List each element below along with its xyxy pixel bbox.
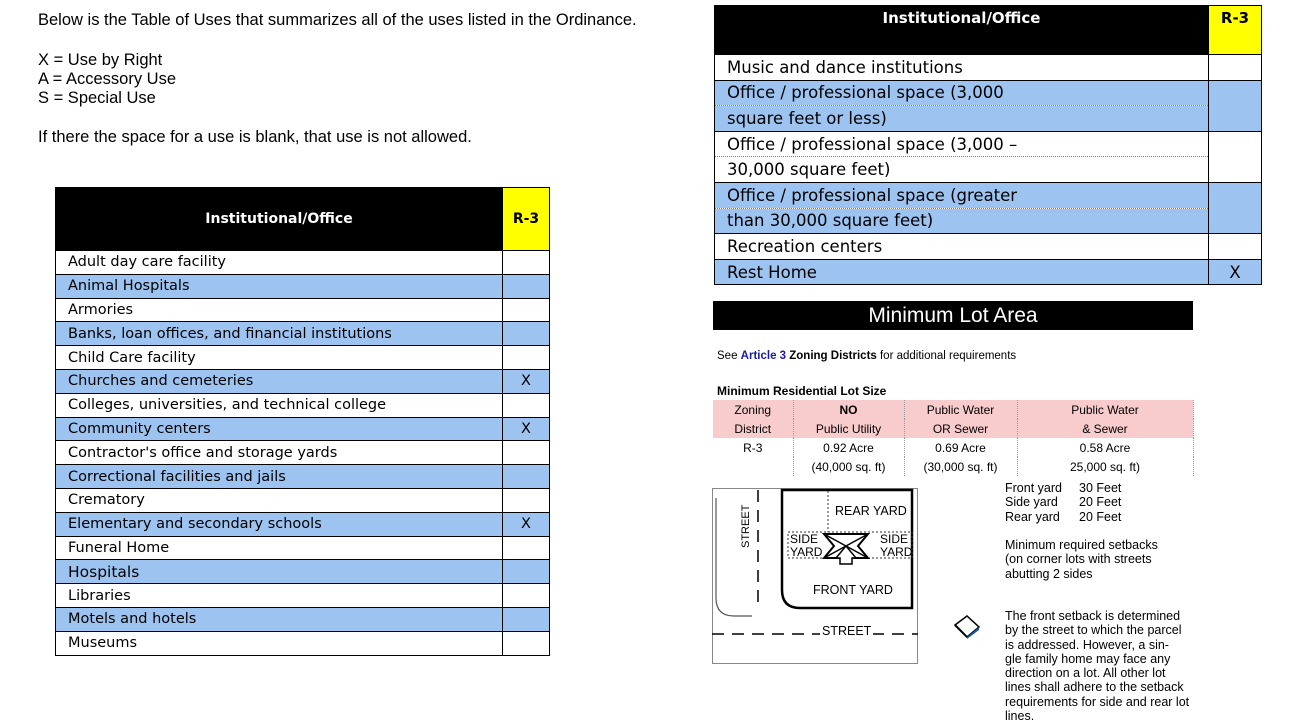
blank-note: If there the space for a use is blank, that use is not allowed. bbox=[38, 128, 472, 146]
front-yard-label: FRONT YARD bbox=[813, 583, 893, 597]
lot-value: 0.69 Acre bbox=[904, 438, 1017, 457]
use-mark bbox=[1209, 55, 1262, 81]
table-row bbox=[56, 536, 550, 560]
lot-value bbox=[713, 457, 793, 476]
side-yard-text: SIDE bbox=[880, 532, 909, 546]
table-row bbox=[56, 512, 550, 536]
use-mark: X bbox=[503, 512, 550, 536]
use-mark bbox=[503, 274, 550, 298]
table-row bbox=[56, 584, 550, 608]
side-yard-text: SIDE bbox=[790, 532, 819, 546]
uses-table-right bbox=[714, 5, 1262, 285]
use-name: Animal Hospitals bbox=[56, 274, 503, 298]
use-mark bbox=[503, 322, 550, 346]
see-prefix: See bbox=[717, 350, 741, 362]
table-row bbox=[56, 560, 550, 584]
corner-lot-note bbox=[1005, 538, 1158, 581]
lot-value: 0.92 Acre bbox=[793, 438, 904, 457]
corner-note-line: (on corner lots with streets bbox=[1005, 552, 1152, 567]
table-row bbox=[56, 488, 550, 512]
front-setback-note bbox=[1005, 609, 1189, 723]
lot-header: OR Sewer bbox=[904, 419, 1017, 438]
district-header: R-3 bbox=[1209, 6, 1262, 55]
front-note-line: direction on a lot. All other lot bbox=[1005, 666, 1166, 681]
front-note-line: The front setback is determined bbox=[1005, 609, 1181, 623]
table-row bbox=[715, 80, 1262, 106]
use-name: Adult day care facility bbox=[56, 251, 503, 275]
corner-note-line: abutting 2 sides bbox=[1005, 566, 1093, 581]
use-mark bbox=[503, 560, 550, 584]
see-suffix: for additional requirements bbox=[876, 350, 1017, 362]
use-name: Office / professional space (3,000 – bbox=[715, 131, 1209, 157]
article-link[interactable]: Article 3 bbox=[740, 350, 787, 362]
use-mark bbox=[503, 488, 550, 512]
side-yard-setback-value: 20 Feet bbox=[1079, 495, 1122, 510]
use-mark bbox=[1209, 131, 1262, 182]
table-row bbox=[56, 298, 550, 322]
table-row bbox=[56, 251, 550, 275]
lot-header: Zoning bbox=[713, 400, 793, 419]
use-mark bbox=[503, 393, 550, 417]
use-name: Office / professional space (greater bbox=[715, 182, 1209, 208]
table-row bbox=[56, 631, 550, 655]
table-row bbox=[56, 465, 550, 489]
street-vertical-label: STREET bbox=[740, 504, 752, 548]
use-name: Correctional facilities and jails bbox=[56, 465, 503, 489]
use-name: Hospitals bbox=[56, 560, 503, 584]
use-name: Colleges, universities, and technical college bbox=[56, 393, 503, 417]
corner-note-line: Minimum required setbacks bbox=[1005, 538, 1158, 552]
table-row bbox=[56, 274, 550, 298]
front-yard-setback-value: 30 Feet bbox=[1079, 481, 1122, 495]
rear-yard-label: REAR YARD bbox=[835, 504, 907, 518]
use-name: Community centers bbox=[56, 417, 503, 441]
table-row bbox=[715, 208, 1262, 234]
table-row bbox=[715, 157, 1262, 183]
category-header: Institutional/Office bbox=[56, 188, 503, 251]
use-name: Motels and hotels bbox=[56, 607, 503, 631]
use-name: 30,000 square feet) bbox=[715, 157, 1209, 183]
table-header-row bbox=[715, 6, 1262, 55]
use-name: Contractor's office and storage yards bbox=[56, 441, 503, 465]
side-yard-left-label bbox=[790, 533, 822, 559]
use-mark bbox=[503, 584, 550, 608]
uses-table-left bbox=[55, 187, 550, 656]
intro-heading: Below is the Table of Uses that summarizes all of the uses listed in the Ordinance. bbox=[38, 11, 637, 29]
use-mark: X bbox=[503, 417, 550, 441]
side-yard-text: YARD bbox=[790, 545, 823, 559]
note-icon bbox=[952, 610, 982, 640]
use-name: Armories bbox=[56, 298, 503, 322]
lot-size-table bbox=[713, 400, 1194, 476]
use-name: Churches and cemeteries bbox=[56, 369, 503, 393]
lot-value: (40,000 sq. ft) bbox=[793, 457, 904, 476]
front-note-line: lines. bbox=[1005, 709, 1035, 724]
use-mark bbox=[503, 607, 550, 631]
street-horizontal-label: STREET bbox=[822, 624, 872, 638]
use-name: square feet or less) bbox=[715, 106, 1209, 132]
use-mark bbox=[503, 631, 550, 655]
table-row bbox=[713, 419, 1193, 438]
lot-value: R-3 bbox=[713, 438, 793, 457]
lot-header: District bbox=[713, 419, 793, 438]
use-name: Office / professional space (3,000 bbox=[715, 80, 1209, 106]
lot-header: Public Water bbox=[904, 400, 1017, 419]
use-mark bbox=[503, 251, 550, 275]
table-row bbox=[713, 457, 1193, 476]
use-mark bbox=[503, 465, 550, 489]
use-name: than 30,000 square feet) bbox=[715, 208, 1209, 234]
use-name: Libraries bbox=[56, 584, 503, 608]
rear-yard-setback-value: 20 Feet bbox=[1079, 509, 1122, 524]
table-row bbox=[715, 182, 1262, 208]
use-name: Rest Home bbox=[715, 259, 1209, 285]
category-header: Institutional/Office bbox=[715, 6, 1209, 55]
lot-header: & Sewer bbox=[1017, 419, 1193, 438]
use-mark: X bbox=[1209, 259, 1262, 285]
table-row bbox=[713, 438, 1193, 457]
rear-yard-setback-label: Rear yard bbox=[1005, 509, 1060, 524]
side-yard-setback-label: Side yard bbox=[1005, 495, 1058, 510]
table-row bbox=[715, 55, 1262, 81]
use-name: Museums bbox=[56, 631, 503, 655]
table-header-row bbox=[56, 188, 550, 251]
lot-header: Public Water bbox=[1017, 400, 1193, 419]
front-note-line: gle family home may face any bbox=[1005, 651, 1171, 666]
use-name: Recreation centers bbox=[715, 234, 1209, 260]
table-row bbox=[56, 393, 550, 417]
use-mark bbox=[503, 298, 550, 322]
use-mark bbox=[1209, 182, 1262, 233]
use-name: Funeral Home bbox=[56, 536, 503, 560]
use-mark bbox=[1209, 80, 1262, 131]
legend-a: A = Accessory Use bbox=[38, 70, 177, 88]
table-row bbox=[56, 607, 550, 631]
use-name: Child Care facility bbox=[56, 346, 503, 370]
lot-header: Public Utility bbox=[793, 419, 904, 438]
use-mark: X bbox=[503, 369, 550, 393]
table-row bbox=[715, 259, 1262, 285]
table-row bbox=[715, 106, 1262, 132]
district-header: R-3 bbox=[503, 188, 550, 251]
lot-area-title: Minimum Lot Area bbox=[713, 301, 1193, 330]
use-mark bbox=[503, 536, 550, 560]
lot-value: (30,000 sq. ft) bbox=[904, 457, 1017, 476]
lot-size-subtitle: Minimum Residential Lot Size bbox=[717, 384, 887, 398]
table-row bbox=[56, 322, 550, 346]
see-bold: Zoning Districts bbox=[786, 350, 877, 362]
front-note-line: by the street to which the parcel bbox=[1005, 623, 1182, 638]
table-row bbox=[715, 234, 1262, 260]
use-mark bbox=[503, 441, 550, 465]
front-note-line: requirements for side and rear lot bbox=[1005, 694, 1190, 709]
side-yard-text: YARD bbox=[880, 545, 913, 559]
table-row bbox=[56, 417, 550, 441]
setback-list bbox=[1005, 481, 1121, 524]
table-row bbox=[56, 441, 550, 465]
see-article-note bbox=[717, 350, 1016, 362]
lot-header: NO bbox=[793, 400, 904, 419]
legend-x: X = Use by Right bbox=[38, 51, 163, 69]
side-yard-right-label bbox=[880, 533, 912, 559]
table-row bbox=[715, 131, 1262, 157]
use-mark bbox=[503, 346, 550, 370]
lot-value: 0.58 Acre bbox=[1017, 438, 1193, 457]
use-mark bbox=[1209, 234, 1262, 260]
use-name: Music and dance institutions bbox=[715, 55, 1209, 81]
front-yard-setback-label: Front yard bbox=[1005, 481, 1062, 495]
front-note-line: is addressed. However, a sin- bbox=[1005, 637, 1169, 652]
legend-s: S = Special Use bbox=[38, 89, 156, 107]
use-name: Banks, loan offices, and financial institutions bbox=[56, 322, 503, 346]
use-name: Elementary and secondary schools bbox=[56, 512, 503, 536]
front-note-line: lines shall adhere to the setback bbox=[1005, 680, 1184, 695]
table-row bbox=[713, 400, 1193, 419]
lot-value: 25,000 sq. ft) bbox=[1017, 457, 1193, 476]
table-row bbox=[56, 369, 550, 393]
table-row bbox=[56, 346, 550, 370]
use-name: Crematory bbox=[56, 488, 503, 512]
